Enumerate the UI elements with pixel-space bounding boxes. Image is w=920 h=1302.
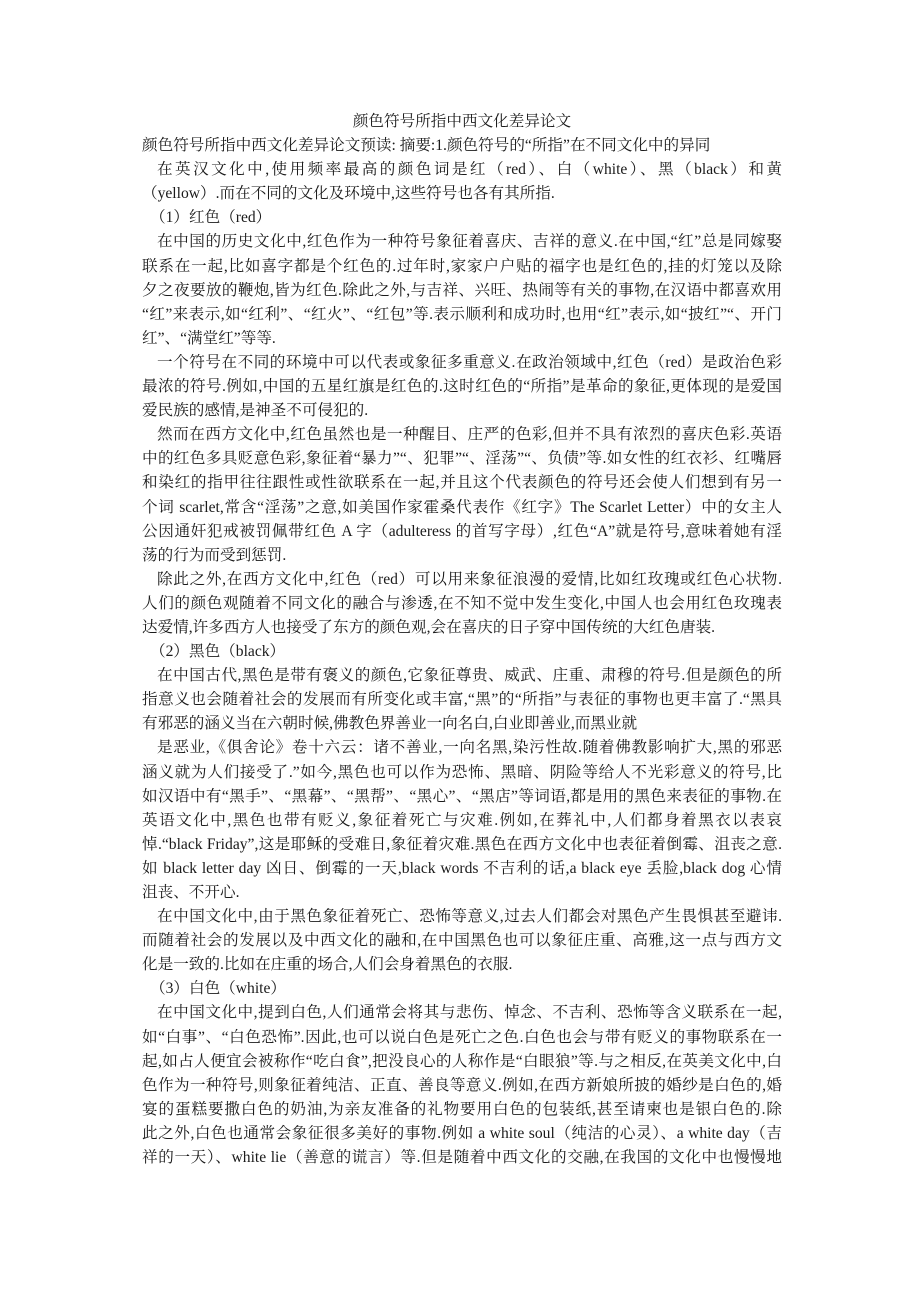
paragraph-line: 一个符号在不同的环境中可以代表或象征多重意义.在政治领域中,红色（red）是政治色彩 [157,353,782,371]
paragraph-line: 然而在西方文化中,红色虽然也是一种醒目、庄严的色彩,但并不具有浓烈的喜庆色彩.英语 [157,426,782,444]
paragraph-line: 悼.“black Friday”,这是耶稣的受难日,象征着灾难.黑色在西方文化中也表征着倒霉、沮丧之意. [142,835,782,853]
paragraph-line: 和染红的指甲往往跟性或性欲联系在一起,并且这个代表颜色的符号还会使人们想到有另一 [142,474,782,492]
paragraph-line: 爱民族的感情,是神圣不可侵犯的. [142,402,369,420]
paragraph-line: 起,如占人便宜会被称作“吃白食”,把没良心的人称作是“白眼狼”等.与之相反,在英美文化中,白 [142,1052,782,1070]
paragraph-line: 而随着社会的发展以及中西文化的融和,在中国黑色也可以象征庄重、高雅,这一点与西方文 [142,932,782,950]
paragraph-line: 宴的蛋糕要撒白色的奶油,为亲友准备的礼物要用白色的包装纸,甚至请柬也是银白色的.除 [142,1100,782,1118]
paragraph-line: 沮丧、不开心. [142,884,240,901]
paragraph-line: 祥的一天）、white lie（善意的谎言）等.但是随着中西文化的交融,在我国的文化中也慢慢地 [142,1149,782,1167]
section-heading: （2）黑色（black） [150,643,286,661]
paragraph-line: 红”、“满堂红”等等. [142,329,276,347]
paragraph-line: 荡的行为而受到惩罚. [142,546,287,564]
paragraph-line: 在英汉文化中,使用频率最高的颜色词是红（red）、白（white）、黑（black）和黄 [157,161,782,179]
paragraph-line: “红”来表示,如“红利”、“红火”、“红包”等.表示顺利和成功时,也用“红”表示,如“披红”“、开门 [142,305,782,323]
document-body [142,134,782,1170]
paragraph-line: 涵义就为人们接受了.”如今,黑色也可以作为恐怖、黑暗、阴险等给人不光彩意义的符号,比 [142,763,782,781]
paragraph-line: 化是一致的.比如在庄重的场合,人们会身着黑色的衣服. [142,956,513,974]
paragraph-line: 人们的颜色观随着不同文化的融合与渗透,在不知不觉中发生变化,中国人也会用红色玫瑰表 [142,594,782,612]
paragraph-line: （yellow）.而在不同的文化及环境中,这些符号也各有其所指. [142,185,555,203]
paragraph-line: 色作为一种符号,则象征着纯洁、正直、善良等意义.例如,在西方新娘所披的婚纱是白色的,婚 [142,1076,782,1094]
paragraph-line: 中的红色多具贬意色彩,象征着“暴力”“、犯罪”“、淫荡”“、负债”等.如女性的红衣衫、红嘴唇 [142,450,782,468]
document-title: 颜色符号所指中西文化差异论文 [352,113,572,130]
section-heading: （3）白色（white） [150,980,287,998]
paragraph-line: 除此之外,在西方文化中,红色（red）可以用来象征浪漫的爱情,比如红玫瑰或红色心状物. [157,570,782,588]
paragraph-line: 是恶业,《俱舍论》卷十六云：诸不善业,一向名黑,染污性故.随着佛教影响扩大,黑的邪恶 [157,739,782,757]
paragraph-line: 最浓的符号.例如,中国的五星红旗是红色的.这时红色的“所指”是革命的象征,更体现的是爱国 [142,378,782,396]
paragraph-line: 如汉语中有“黑手”、“黑幕”、“黑帮”、“黑心”、“黑店”等词语,都是用的黑色来表征的事物.在 [142,787,782,805]
paragraph-line: 指意义也会随着社会的发展而有所变化或丰富,“黑”的“所指”与表征的事物也更丰富了.“黑具 [142,691,782,709]
paragraph-line: 达爱情,许多西方人也接受了东方的颜色观,会在喜庆的日子穿中国传统的大红色唐装. [142,618,716,636]
paragraph-line: 此之外,白色也通常会象征很多美好的事物.例如 a white soul（纯洁的心灵）、a white day（吉 [142,1124,782,1142]
paragraph-line: 在中国文化中,由于黑色象征着死亡、恐怖等意义,过去人们都会对黑色产生畏惧甚至避讳. [157,908,782,926]
paragraph-line: 在中国古代,黑色是带有褒义的颜色,它象征尊贵、威武、庄重、肃穆的符号.但是颜色的所 [157,667,782,685]
section-heading: （1）红色（red） [150,209,272,227]
paragraph-line: 公因通奸犯戒被罚佩带红色 A 字（adulteress 的首写字母）,红色“A”就是符号,意味着她有淫 [142,522,782,540]
paragraph-line: 个词 scarlet,常含“淫荡”之意,如美国作家霍桑代表作《红字》The Scarlet Letter）中的女主人 [142,498,782,516]
paragraph-line: 如 black letter day 凶日、倒霉的一天,black words 不吉利的话,a black eye 丢脸,black dog 心情 [142,859,782,877]
paragraph-line: 在中国的历史文化中,红色作为一种符号象征着喜庆、吉祥的意义.在中国,“红”总是同嫁娶 [157,233,782,251]
document-page [142,110,782,1170]
paragraph-line: 英语文化中,黑色也带有贬义,象征着死亡与灾难.例如,在葬礼中,人们都身着黑衣以表哀 [142,811,782,829]
paragraph-line: 有邪恶的涵义当在六朝时候,佛教色界善业一向名白,白业即善业,而黑业就 [142,715,638,733]
paragraph-line: 如“白事”、“白色恐怖”.因此,也可以说白色是死亡之色.白色也会与带有贬义的事物联系在一 [142,1028,782,1046]
paragraph-line: 在中国文化中,提到白色,人们通常会将其与悲伤、悼念、不吉利、恐怖等含义联系在一起, [157,1004,782,1022]
paragraph-line: 颜色符号所指中西文化差异论文预读: 摘要:1.颜色符号的“所指”在不同文化中的异同 [142,137,711,155]
paragraph-line: 联系在一起,比如喜字都是个红色的.过年时,家家户户贴的福字也是红色的,挂的灯笼以及除 [142,257,782,275]
paragraph-line: 夕之夜要放的鞭炮,皆为红色.除此之外,与吉祥、兴旺、热闹等有关的事物,在汉语中都喜欢用 [142,281,782,299]
